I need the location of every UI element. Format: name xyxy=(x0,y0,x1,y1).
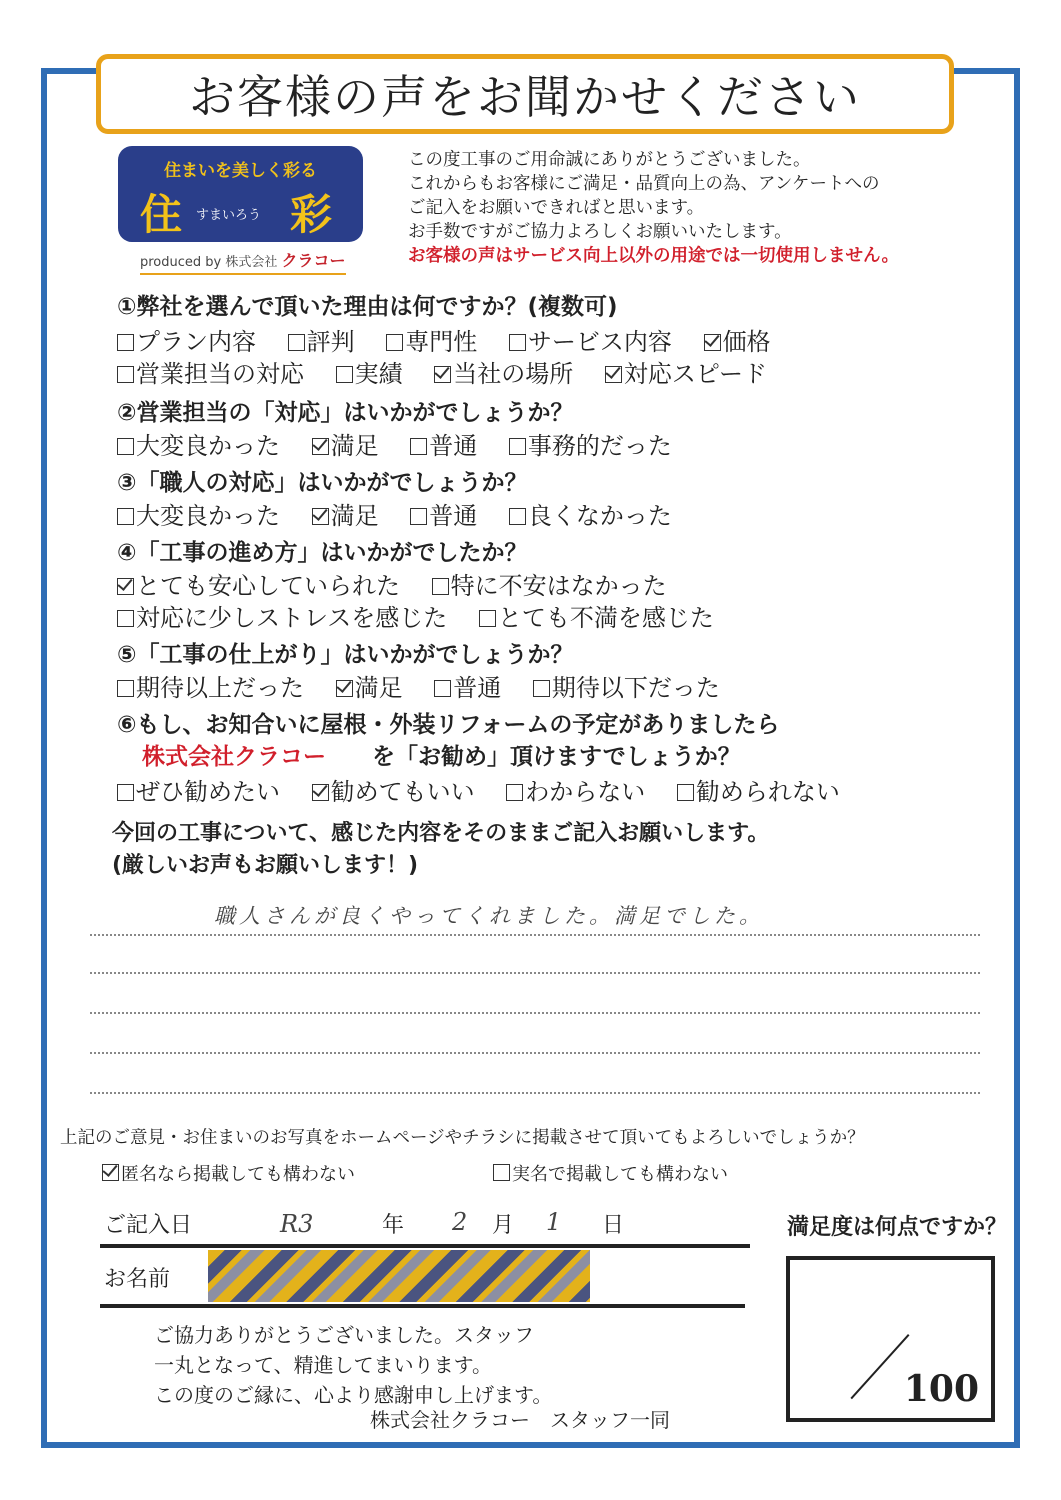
option-label: 満足 xyxy=(330,502,379,530)
question-3: ③「職人の対応」はいかがでしょうか？ xyxy=(117,470,528,496)
intro-line: お手数ですがご協力よろしくお願いいたします。 xyxy=(408,222,792,242)
q5-option[interactable] xyxy=(533,668,720,703)
option-label: 対応に少しストレスを感じた xyxy=(136,604,448,632)
option-label: 価格 xyxy=(722,328,771,356)
privacy-notice: お客様の声はサービス向上以外の用途では一切使用しません。 xyxy=(408,246,900,266)
title-text: お客様の声をお聞かせください xyxy=(189,70,861,124)
handwritten-comment[interactable]: 職人さんが良くやってくれました。満足でした。 xyxy=(214,904,764,928)
option-label: 満足 xyxy=(354,674,403,702)
q2-option[interactable] xyxy=(312,426,379,461)
intro-line: この度工事のご用命誠にありがとうございました。 xyxy=(408,150,811,170)
checkbox[interactable] xyxy=(704,334,721,351)
q1-option[interactable] xyxy=(288,322,355,357)
option-label: 満足 xyxy=(330,432,379,460)
logo-kanji-aya: 彩 xyxy=(290,190,333,239)
checkbox[interactable] xyxy=(117,578,134,595)
q2-option[interactable] xyxy=(410,426,477,461)
q6-option[interactable] xyxy=(506,772,645,807)
option-label: 特に不安はなかった xyxy=(450,572,667,600)
score-divider xyxy=(850,1334,909,1399)
closing-line: 一丸となって、精進してまいります。 xyxy=(154,1353,492,1377)
question-1: ①弊社を選んで頂いた理由は何ですか？(複数可) xyxy=(117,294,618,320)
q6-option[interactable] xyxy=(677,772,840,807)
q1-option[interactable] xyxy=(117,322,256,357)
q4-options-row-2 xyxy=(117,598,738,633)
option-label: 勧めてもいい xyxy=(330,778,475,806)
checkbox[interactable] xyxy=(117,438,134,455)
checkbox[interactable] xyxy=(117,366,134,383)
question-5: ⑤「工事の仕上がり」はいかがでしょうか？ xyxy=(117,642,574,668)
q1-option[interactable] xyxy=(336,354,403,389)
year-suffix: 年 xyxy=(382,1213,405,1238)
option-label: 良くなかった xyxy=(527,502,672,530)
checkbox[interactable] xyxy=(117,680,134,697)
comment-line xyxy=(90,1052,980,1054)
checkbox[interactable] xyxy=(432,578,449,595)
q4-option[interactable] xyxy=(479,598,714,633)
option-label: 対応スピード xyxy=(623,360,767,388)
q6-company-name: 株式会社クラコー xyxy=(142,744,326,770)
option-label: 大変良かった xyxy=(136,432,280,460)
comment-line xyxy=(90,934,980,936)
checkbox[interactable] xyxy=(479,610,496,627)
option-label: 実名で掲載しても構わない xyxy=(512,1164,728,1185)
date-day: 1 xyxy=(546,1208,562,1236)
option-label: 大変良かった xyxy=(136,502,280,530)
checkbox[interactable] xyxy=(386,334,403,351)
name-label: お名前 xyxy=(104,1267,171,1292)
date-label: ご記入日 xyxy=(104,1213,193,1238)
satisfaction-score: 100 xyxy=(903,1368,979,1410)
option-label: 評判 xyxy=(306,328,355,356)
q3-option[interactable] xyxy=(509,496,672,531)
checkbox[interactable] xyxy=(312,784,329,801)
q6-option[interactable] xyxy=(117,772,280,807)
closing-line: この度のご縁に、心より感謝申し上げます。 xyxy=(154,1383,553,1407)
q1-option[interactable] xyxy=(386,322,477,357)
produced-by-text: produced by 株式会社 xyxy=(140,255,278,270)
date-month: 2 xyxy=(452,1208,468,1236)
option-label: ぜひ勧めたい xyxy=(136,778,280,806)
option-label: 期待以上だった xyxy=(136,674,304,702)
option-label: 当社の場所 xyxy=(453,360,574,388)
q6-options xyxy=(117,772,864,807)
checkbox[interactable] xyxy=(509,508,526,525)
comment-line xyxy=(90,1012,980,1014)
name-field[interactable] xyxy=(100,1246,745,1308)
checkbox[interactable] xyxy=(506,784,523,801)
option-label: 普通 xyxy=(429,432,478,460)
intro-line: これからもお客様にご満足・品質向上の為、アンケートへの xyxy=(408,174,880,194)
checkbox[interactable] xyxy=(117,334,134,351)
q1-options-row-2 xyxy=(117,354,791,389)
q3-option[interactable] xyxy=(117,496,280,531)
question-6-line-2 xyxy=(142,738,741,771)
option-label: とても安心していられた xyxy=(136,572,400,600)
question-2: ②営業担当の「対応」はいかがでしょうか？ xyxy=(117,400,574,426)
checkbox[interactable] xyxy=(434,366,451,383)
option-label: 期待以下だった xyxy=(551,674,720,702)
q2-option[interactable] xyxy=(509,426,672,461)
option-label: わからない xyxy=(525,778,646,806)
comment-heading xyxy=(112,818,769,882)
q4-option[interactable] xyxy=(117,598,447,633)
q5-option[interactable] xyxy=(336,668,403,703)
q3-option[interactable] xyxy=(312,496,379,531)
comment-heading-line-2: (厳しいお声もお願いします！) xyxy=(112,853,419,878)
option-label: 実績 xyxy=(354,360,403,388)
option-label: とても不満を感じた xyxy=(497,604,714,632)
comment-heading-line-1: 今回の工事について、感じた内容をそのままご記入お願いします。 xyxy=(112,821,770,846)
checkbox[interactable] xyxy=(117,508,134,525)
q2-options xyxy=(117,426,696,461)
date-field[interactable] xyxy=(100,1206,750,1248)
q4-option[interactable] xyxy=(117,566,400,601)
q5-option[interactable] xyxy=(117,668,304,703)
q5-options xyxy=(117,668,744,703)
q6-option[interactable] xyxy=(312,772,475,807)
q6-question-rest: を「お勧め」頂けますでしょうか？ xyxy=(372,744,741,770)
q1-option[interactable] xyxy=(117,354,304,389)
option-label: 匿名なら掲載しても構わない xyxy=(121,1164,355,1185)
checkbox[interactable] xyxy=(509,334,526,351)
q5-option[interactable] xyxy=(434,668,501,703)
checkbox[interactable] xyxy=(102,1164,119,1181)
q4-option[interactable] xyxy=(432,566,667,601)
checkbox[interactable] xyxy=(434,680,451,697)
company-logo xyxy=(118,146,363,242)
option-label: 専門性 xyxy=(405,328,478,356)
closing-line: ご協力ありがとうございました。スタッフ xyxy=(154,1323,534,1347)
checkbox[interactable] xyxy=(117,610,134,627)
logo-tagline: 住まいを美しく彩る xyxy=(164,161,317,181)
q1-options-row-1 xyxy=(117,322,795,357)
checkbox[interactable] xyxy=(410,508,427,525)
option-label: プラン内容 xyxy=(136,328,256,356)
checkbox[interactable] xyxy=(533,680,550,697)
option-label: 勧められない xyxy=(695,778,840,806)
publish-question: 上記のご意見・お住まいのお写真をホームページやチラシに掲載させて頂いてもよろしいでしょうか？ xyxy=(60,1128,865,1148)
satisfaction-score-box[interactable] xyxy=(786,1256,995,1422)
question-4: ④「工事の進め方」はいかがでしたか？ xyxy=(117,540,528,566)
publish-realname-option[interactable] xyxy=(493,1160,728,1186)
publish-anonymous-option[interactable] xyxy=(102,1160,355,1186)
checkbox[interactable] xyxy=(410,438,427,455)
q1-option[interactable] xyxy=(704,322,771,357)
produced-by xyxy=(140,248,346,275)
logo-kanji-sumi: 住 xyxy=(140,190,183,239)
q1-option[interactable] xyxy=(509,322,672,357)
checkbox[interactable] xyxy=(509,438,526,455)
checkbox[interactable] xyxy=(117,784,134,801)
checkbox[interactable] xyxy=(288,334,305,351)
checkbox[interactable] xyxy=(336,366,353,383)
redacted-name xyxy=(208,1250,590,1302)
q1-option[interactable] xyxy=(434,354,573,389)
question-6: ⑥もし、お知合いに屋根・外装リフォームの予定がありましたら xyxy=(117,712,780,738)
checkbox[interactable] xyxy=(312,508,329,525)
q2-option[interactable] xyxy=(117,426,280,461)
logo-ruby: すまいろう xyxy=(196,208,262,223)
intro-line: ご記入をお願いできればと思います。 xyxy=(408,198,705,218)
checkbox[interactable] xyxy=(336,680,353,697)
staff-signature: 株式会社クラコー スタッフ一同 xyxy=(370,1408,670,1432)
comment-line xyxy=(90,972,980,974)
q3-option[interactable] xyxy=(410,496,477,531)
option-label: 普通 xyxy=(453,674,502,702)
month-suffix: 月 xyxy=(492,1213,515,1238)
day-suffix: 日 xyxy=(602,1213,625,1238)
comment-line xyxy=(90,1092,980,1094)
option-label: 営業担当の対応 xyxy=(136,360,304,388)
q4-options-row-1 xyxy=(117,566,691,601)
intro-text xyxy=(408,148,899,268)
q1-option[interactable] xyxy=(605,354,767,389)
option-label: 普通 xyxy=(429,502,478,530)
option-label: 事務的だった xyxy=(527,432,672,460)
page-title xyxy=(96,54,954,134)
checkbox[interactable] xyxy=(312,438,329,455)
checkbox[interactable] xyxy=(605,366,622,383)
closing-message xyxy=(154,1320,552,1410)
satisfaction-title: 満足度は何点ですか？ xyxy=(787,1215,1008,1240)
date-era-year: R3 xyxy=(280,1210,314,1238)
produced-by-company: クラコー xyxy=(281,251,346,270)
checkbox[interactable] xyxy=(493,1164,510,1181)
checkbox[interactable] xyxy=(677,784,694,801)
q3-options xyxy=(117,496,696,531)
option-label: サービス内容 xyxy=(527,328,672,356)
